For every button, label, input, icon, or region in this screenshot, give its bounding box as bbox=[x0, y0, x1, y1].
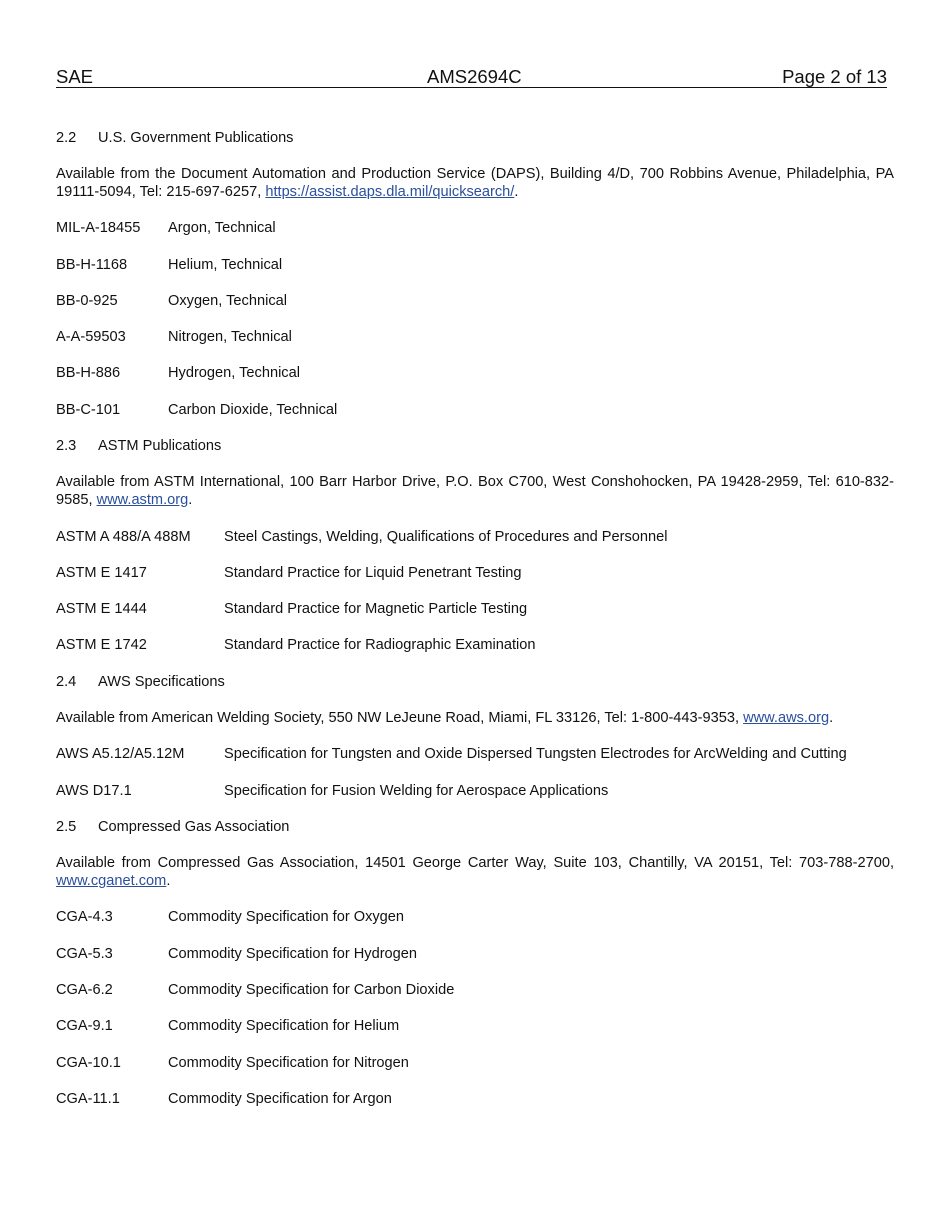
ref-title: Carbon Dioxide, Technical bbox=[168, 402, 338, 418]
sec22-avail-text: Available from the Document Automation and Production Service (DAPS), Building 4/D, 700 Robbins Avenue, Philadelphia, PA 19111-5094, Tel: 215-697-6257, bbox=[56, 166, 894, 200]
ref-code: ASTM E 1444 bbox=[56, 601, 147, 617]
header-page-number: Page 2 of 13 bbox=[782, 66, 887, 87]
ref-code: BB-H-1168 bbox=[56, 257, 128, 273]
ref-code: ASTM A 488/A 488M bbox=[56, 529, 191, 545]
sec23-title: ASTM Publications bbox=[98, 438, 222, 454]
ref-title: Commodity Specification for Hydrogen bbox=[168, 946, 418, 962]
ref-title: Steel Castings, Welding, Qualifications of Procedures and Personnel bbox=[224, 529, 668, 545]
sec25-title: Compressed Gas Association bbox=[98, 819, 290, 835]
ref-code: CGA-4.3 bbox=[56, 909, 113, 925]
ref-title: Helium, Technical bbox=[168, 257, 283, 273]
ref-code: ASTM E 1417 bbox=[56, 565, 147, 581]
ref-title: Commodity Specification for Helium bbox=[168, 1018, 400, 1034]
sec23-avail-text: Available from ASTM International, 100 Barr Harbor Drive, P.O. Box C700, West Conshohocken, PA 19428-2959, Tel: 610-832-9585, bbox=[56, 474, 894, 508]
sec22-availability bbox=[56, 165, 894, 201]
ref-title: Standard Practice for Magnetic Particle Testing bbox=[224, 601, 528, 617]
sec22-trail: . bbox=[514, 184, 519, 200]
ref-code: BB-C-101 bbox=[56, 402, 121, 418]
sec23-number: 2.3 bbox=[56, 438, 77, 454]
ref-title: Standard Practice for Liquid Penetrant Testing bbox=[224, 565, 522, 581]
ref-code: AWS D17.1 bbox=[56, 783, 132, 799]
sec22-link[interactable]: https://assist.daps.dla.mil/quicksearch/ bbox=[265, 184, 515, 200]
sec24-avail-text: Available from American Welding Society, 550 NW LeJeune Road, Miami, FL 33126, Tel: 1-800-443-9353, bbox=[56, 710, 744, 726]
ref-title: Argon, Technical bbox=[168, 220, 276, 236]
ref-code: CGA-11.1 bbox=[56, 1091, 120, 1107]
ref-code: CGA-9.1 bbox=[56, 1018, 113, 1034]
ref-code: BB-H-886 bbox=[56, 365, 121, 381]
sec25-link[interactable]: www.cganet.com bbox=[56, 873, 167, 889]
sec25-trail: . bbox=[166, 873, 171, 889]
sec24-title: AWS Specifications bbox=[98, 674, 225, 690]
ref-code: AWS A5.12/A5.12M bbox=[56, 746, 185, 762]
ref-title: Commodity Specification for Carbon Dioxide bbox=[168, 982, 455, 998]
ref-title: Commodity Specification for Nitrogen bbox=[168, 1055, 409, 1071]
ref-title: Commodity Specification for Argon bbox=[168, 1091, 392, 1107]
header-doc-number: AMS2694C bbox=[427, 66, 522, 87]
sec23-link[interactable]: www.astm.org bbox=[96, 492, 189, 508]
ref-title: Commodity Specification for Oxygen bbox=[168, 909, 405, 925]
ref-code: CGA-5.3 bbox=[56, 946, 113, 962]
ref-title: Specification for Fusion Welding for Aerospace Applications bbox=[224, 783, 609, 799]
ref-code: BB-0-925 bbox=[56, 293, 118, 309]
ref-code: ASTM E 1742 bbox=[56, 637, 147, 653]
sec23-trail: . bbox=[188, 492, 193, 508]
header-rule bbox=[56, 87, 887, 88]
ref-code: CGA-6.2 bbox=[56, 982, 113, 998]
sec24-trail: . bbox=[829, 710, 834, 726]
ref-title: Nitrogen, Technical bbox=[168, 329, 292, 345]
ref-title: Oxygen, Technical bbox=[168, 293, 287, 309]
sec25-availability bbox=[56, 854, 894, 890]
sec25-number: 2.5 bbox=[56, 819, 77, 835]
header-left: SAE bbox=[56, 66, 94, 87]
sec22-number: 2.2 bbox=[56, 130, 77, 146]
sec23-availability bbox=[56, 473, 894, 509]
ref-title: Standard Practice for Radiographic Examination bbox=[224, 637, 536, 653]
sec24-availability bbox=[56, 709, 894, 727]
ref-code: MIL-A-18455 bbox=[56, 220, 141, 236]
ref-code: A-A-59503 bbox=[56, 329, 126, 345]
ref-title: Specification for Tungsten and Oxide Dispersed Tungsten Electrodes for ArcWelding and Cutting bbox=[224, 746, 847, 762]
sec24-number: 2.4 bbox=[56, 674, 77, 690]
ref-code: CGA-10.1 bbox=[56, 1055, 121, 1071]
ref-title: Hydrogen, Technical bbox=[168, 365, 300, 381]
sec22-title: U.S. Government Publications bbox=[98, 130, 294, 146]
sec25-avail-text: Available from Compressed Gas Association, 14501 George Carter Way, Suite 103, Chantilly, VA 20151, Tel: 703-788-2700, bbox=[56, 855, 894, 871]
sec24-link[interactable]: www.aws.org bbox=[743, 710, 830, 726]
